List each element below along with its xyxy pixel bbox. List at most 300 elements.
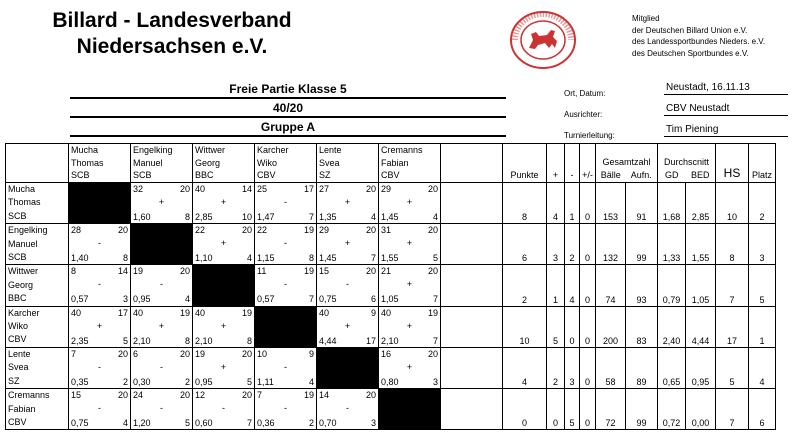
stat-baelle xyxy=(596,265,626,306)
match-result xyxy=(193,389,254,429)
stat-punkte xyxy=(503,183,547,224)
match-balls: 31 xyxy=(381,225,392,236)
leitung-value: Tim Piening xyxy=(666,124,719,135)
match-high-series: 6 xyxy=(370,294,376,305)
stat-aufn xyxy=(626,347,658,388)
match-average: 1,40 xyxy=(71,253,89,264)
match-average: 1,11 xyxy=(257,376,274,387)
match-balls: 29 xyxy=(319,225,330,236)
match-innings: 19 xyxy=(179,307,190,318)
match-balls: 12 xyxy=(195,390,206,401)
player-name-block xyxy=(8,307,68,347)
stat-minus-value: 3 xyxy=(569,377,575,388)
match-average: 0,57 xyxy=(257,294,275,305)
match-innings: 14 xyxy=(241,184,252,194)
stat-hs-value: 17 xyxy=(726,335,737,346)
player-header-block xyxy=(131,144,192,182)
self-match-cell xyxy=(131,224,193,265)
durchschnitt-label: Durchscnitt xyxy=(663,157,709,167)
corner-cell xyxy=(6,144,69,183)
member-line: der Deutschen Billard Union e.V. xyxy=(632,25,748,35)
match-innings: 14 xyxy=(117,266,128,277)
stat-plus xyxy=(547,183,565,224)
stat-baelle-value: 72 xyxy=(605,418,616,429)
stat-gd-value: 0,65 xyxy=(662,377,681,388)
match-innings: 20 xyxy=(117,390,128,401)
match-result-cell xyxy=(255,224,317,265)
match-high-series: 17 xyxy=(365,335,376,346)
stat-platz xyxy=(749,183,776,224)
match-result-cell xyxy=(193,347,255,388)
player-name-block xyxy=(8,183,68,223)
stat-plus-value: 0 xyxy=(552,418,558,429)
match-high-series: 2 xyxy=(122,376,128,387)
match-high-series: 8 xyxy=(184,212,190,222)
bed-label: BED xyxy=(691,170,710,180)
match-balls: 25 xyxy=(257,184,268,194)
player-first: Svea xyxy=(8,362,29,373)
match-outcome: - xyxy=(284,197,287,207)
stat-pm-value: 0 xyxy=(584,294,590,305)
stat-platz xyxy=(749,306,776,347)
match-result-cell xyxy=(317,389,379,430)
match-balls: 28 xyxy=(71,225,82,236)
stat-gd xyxy=(658,347,686,388)
stat-pm-value: 0 xyxy=(584,212,590,223)
player-last: Mucha xyxy=(8,184,36,194)
match-average: 0,35 xyxy=(71,376,89,387)
info-row-leitung xyxy=(564,124,788,145)
spacer-cell xyxy=(441,306,503,347)
stat-pm xyxy=(580,389,596,430)
table-row xyxy=(6,347,776,388)
match-innings: 19 xyxy=(303,390,314,401)
match-high-series: 4 xyxy=(122,418,128,429)
match-outcome: - xyxy=(160,403,163,414)
player-last: Wittwer xyxy=(8,266,38,277)
stat-aufn-value: 93 xyxy=(636,294,647,305)
player-last: Karcher xyxy=(8,307,40,318)
match-result-cell xyxy=(379,347,441,388)
match-result-cell xyxy=(193,389,255,430)
match-balls: 22 xyxy=(257,225,268,236)
match-high-series: 7 xyxy=(308,294,314,305)
match-balls: 19 xyxy=(195,348,206,359)
match-balls: 7 xyxy=(257,390,263,401)
stat-minus xyxy=(565,265,580,306)
match-average: 1,47 xyxy=(257,212,275,222)
player-club: CBV xyxy=(8,416,27,427)
spacer-cell xyxy=(441,389,503,430)
player-club: SZ xyxy=(8,375,20,386)
match-result-cell xyxy=(317,265,379,306)
stat-aufn-value: 99 xyxy=(636,253,647,264)
ausrichter-label: Ausrichter: xyxy=(564,110,603,119)
match-result xyxy=(255,348,316,388)
ort-value-field xyxy=(664,82,788,95)
match-result xyxy=(69,348,130,388)
player-first: Fabian xyxy=(8,403,36,414)
match-result-cell xyxy=(255,265,317,306)
player-header-first: Georg xyxy=(195,157,221,168)
match-result xyxy=(255,389,316,429)
match-high-series: 2 xyxy=(308,418,314,429)
stat-plus xyxy=(547,224,565,265)
stat-gd xyxy=(658,306,686,347)
stat-pm-value: 0 xyxy=(584,377,590,388)
player-first: Georg xyxy=(8,279,34,290)
competition-format: 40/20 xyxy=(70,99,506,118)
stat-pm xyxy=(580,306,596,347)
ausrichter-value-field xyxy=(664,103,788,116)
player-header-club: SZ xyxy=(319,170,331,180)
stat-hs-value: 8 xyxy=(729,253,735,264)
player-header-block xyxy=(255,144,316,182)
match-result xyxy=(379,307,440,347)
match-average: 0,60 xyxy=(195,418,213,429)
stat-plus xyxy=(547,265,565,306)
match-outcome: + xyxy=(220,320,227,331)
match-result-cell xyxy=(255,389,317,430)
match-result xyxy=(131,307,192,347)
table-header-row xyxy=(6,144,776,183)
player-name-block xyxy=(8,348,68,388)
federation-logo-icon xyxy=(509,10,577,70)
member-line: des Deutschen Sportbundes e.V. xyxy=(632,48,749,58)
gd-label: GD xyxy=(665,170,679,180)
match-average: 1,15 xyxy=(257,253,275,264)
stat-pm xyxy=(580,183,596,224)
match-average: 1,60 xyxy=(133,212,151,222)
match-balls: 40 xyxy=(195,184,206,194)
match-innings: 20 xyxy=(427,348,438,359)
match-high-series: 4 xyxy=(184,294,190,305)
player-last: Lente xyxy=(8,348,31,359)
stat-baelle-value: 58 xyxy=(605,377,616,388)
stat-bed xyxy=(686,389,716,430)
match-outcome: + xyxy=(158,320,165,331)
match-innings: 20 xyxy=(179,184,190,194)
column-header-hs xyxy=(716,144,749,183)
match-innings: 20 xyxy=(365,184,376,194)
stat-baelle-value: 200 xyxy=(602,335,619,346)
match-balls: 40 xyxy=(381,307,392,318)
match-innings: 20 xyxy=(179,348,190,359)
event-info xyxy=(564,82,788,145)
stat-platz xyxy=(749,347,776,388)
match-outcome: - xyxy=(98,279,101,290)
match-result xyxy=(131,183,192,223)
match-outcome: + xyxy=(406,279,413,290)
match-balls: 40 xyxy=(133,307,144,318)
table-row xyxy=(6,306,776,347)
column-player-header xyxy=(131,144,193,183)
match-average: 2,35 xyxy=(71,335,89,346)
stat-plus xyxy=(547,306,565,347)
stat-punkte-value: 10 xyxy=(519,335,530,346)
match-average: 0,75 xyxy=(71,418,89,429)
match-innings: 20 xyxy=(427,184,438,194)
column-header-plusminus xyxy=(580,144,596,183)
match-innings: 20 xyxy=(241,225,252,236)
player-header-last: Mucha xyxy=(71,145,99,155)
table-row xyxy=(6,389,776,430)
player-club: BBC xyxy=(8,293,27,304)
match-high-series: 5 xyxy=(122,335,128,346)
match-average: 2,10 xyxy=(195,335,213,346)
member-line: Mitglied xyxy=(632,14,660,23)
player-header-first: Wiko xyxy=(257,157,277,168)
match-result xyxy=(379,224,440,264)
match-outcome: + xyxy=(220,361,227,372)
stat-gd xyxy=(658,265,686,306)
match-high-series: 8 xyxy=(308,253,314,264)
match-outcome: + xyxy=(96,320,103,331)
stat-aufn xyxy=(626,389,658,430)
stat-baelle xyxy=(596,347,626,388)
stat-platz xyxy=(749,265,776,306)
stat-minus xyxy=(565,183,580,224)
stat-pm xyxy=(580,224,596,265)
stat-aufn xyxy=(626,306,658,347)
match-result xyxy=(317,389,378,429)
stat-aufn-value: 89 xyxy=(636,377,647,388)
match-outcome: - xyxy=(98,238,101,249)
player-header-first: Fabian xyxy=(381,157,409,168)
stat-hs-value: 7 xyxy=(729,294,735,305)
match-high-series: 4 xyxy=(432,212,438,222)
match-high-series: 4 xyxy=(370,212,376,222)
stat-plus xyxy=(547,389,565,430)
match-average: 0,57 xyxy=(71,294,89,305)
player-club: CBV xyxy=(8,334,27,345)
stat-punkte-value: 8 xyxy=(521,212,527,223)
match-result-cell xyxy=(255,183,317,224)
match-result xyxy=(379,183,440,223)
match-average: 1,05 xyxy=(381,294,399,305)
column-header-label: + xyxy=(552,170,559,180)
player-header-last: Karcher xyxy=(257,145,289,155)
match-result xyxy=(317,224,378,264)
match-innings: 20 xyxy=(117,225,128,236)
match-outcome: - xyxy=(284,361,287,372)
stat-platz-value: 6 xyxy=(759,418,765,429)
stat-hs xyxy=(716,224,749,265)
stat-minus xyxy=(565,306,580,347)
stat-punkte-value: 6 xyxy=(521,253,527,264)
match-average: 0,36 xyxy=(257,418,275,429)
match-result xyxy=(193,224,254,264)
stat-minus-value: 2 xyxy=(569,253,575,264)
match-high-series: 7 xyxy=(246,418,252,429)
match-result-cell xyxy=(131,347,193,388)
match-high-series: 8 xyxy=(246,335,252,346)
table-row xyxy=(6,183,776,224)
match-innings: 17 xyxy=(117,307,128,318)
stat-punkte xyxy=(503,389,547,430)
self-match-cell xyxy=(255,306,317,347)
match-innings: 9 xyxy=(370,307,376,318)
column-header-label: - xyxy=(570,170,574,180)
stat-bed-value: 0,00 xyxy=(691,418,710,429)
match-balls: 19 xyxy=(133,266,144,277)
match-outcome: + xyxy=(406,238,413,249)
match-average: 0,95 xyxy=(133,294,151,305)
player-header-first: Manuel xyxy=(133,157,163,168)
stat-hs xyxy=(716,183,749,224)
match-outcome: + xyxy=(158,197,165,207)
match-outcome: + xyxy=(406,197,413,207)
stat-aufn-value: 99 xyxy=(636,418,647,429)
match-balls: 10 xyxy=(257,348,268,359)
stat-hs xyxy=(716,389,749,430)
row-player-name xyxy=(6,306,69,347)
match-outcome: - xyxy=(284,403,287,414)
stat-platz-value: 1 xyxy=(759,335,765,346)
player-header-club: CBV xyxy=(381,170,400,180)
match-innings: 20 xyxy=(117,348,128,359)
player-header-block xyxy=(379,144,440,182)
match-innings: 19 xyxy=(427,307,438,318)
match-balls: 21 xyxy=(381,266,392,277)
match-outcome: - xyxy=(98,361,101,372)
membership-note xyxy=(632,13,765,59)
aufn-label: Aufn. xyxy=(630,170,652,180)
stat-baelle xyxy=(596,306,626,347)
match-result-cell xyxy=(131,183,193,224)
self-match-cell xyxy=(193,265,255,306)
column-header-label: +/- xyxy=(582,170,593,180)
member-line: des Landessportbundes Nieders. e.V. xyxy=(632,37,766,46)
match-high-series: 7 xyxy=(432,335,438,346)
player-club: SCB xyxy=(8,210,27,221)
stat-plus-value: 1 xyxy=(552,294,558,305)
match-high-series: 5 xyxy=(432,253,438,264)
match-average: 1,20 xyxy=(133,418,151,429)
durchschnitt-subheaders xyxy=(658,170,715,180)
stat-pm xyxy=(580,347,596,388)
player-first: Thomas xyxy=(8,197,41,208)
match-balls: 29 xyxy=(381,184,392,194)
match-outcome: + xyxy=(344,238,351,249)
match-result-cell xyxy=(69,347,131,388)
player-header-block xyxy=(193,144,254,182)
stat-bed-value: 2,85 xyxy=(691,212,710,223)
match-result xyxy=(317,183,378,223)
stat-minus-value: 5 xyxy=(569,418,575,429)
match-result-cell xyxy=(131,265,193,306)
stat-pm-value: 0 xyxy=(584,253,590,264)
match-result-cell xyxy=(379,224,441,265)
match-innings: 17 xyxy=(303,184,314,194)
match-outcome: + xyxy=(220,238,227,249)
column-header-platz xyxy=(749,144,776,183)
match-outcome: - xyxy=(160,279,163,290)
match-balls: 40 xyxy=(319,307,330,318)
match-high-series: 8 xyxy=(184,335,190,346)
player-header-block xyxy=(317,144,378,182)
row-player-name xyxy=(6,347,69,388)
match-result-cell xyxy=(317,183,379,224)
match-balls: 15 xyxy=(71,390,82,401)
stat-punkte xyxy=(503,265,547,306)
match-average: 0,95 xyxy=(195,376,213,387)
player-club: SCB xyxy=(8,252,27,263)
stat-punkte-value: 4 xyxy=(521,377,527,388)
match-result-cell xyxy=(69,389,131,430)
match-innings: 20 xyxy=(365,266,376,277)
stat-aufn xyxy=(626,265,658,306)
stat-punkte xyxy=(503,306,547,347)
self-match-cell xyxy=(69,183,131,224)
spacer-cell xyxy=(441,265,503,306)
spacer-column-header xyxy=(441,144,503,183)
match-result-cell xyxy=(131,306,193,347)
match-result-cell xyxy=(379,306,441,347)
stat-hs xyxy=(716,265,749,306)
player-header-last: Engelking xyxy=(133,145,173,155)
stat-punkte-value: 0 xyxy=(521,418,527,429)
info-row-ort xyxy=(564,82,788,103)
match-high-series: 4 xyxy=(246,253,252,264)
match-outcome: - xyxy=(346,279,349,290)
match-innings: 9 xyxy=(308,348,314,359)
stat-plus-value: 5 xyxy=(552,335,558,346)
column-group-durchschnitt xyxy=(658,144,716,183)
match-average: 2,85 xyxy=(195,212,213,222)
match-outcome: - xyxy=(160,361,163,372)
match-average: 1,10 xyxy=(195,253,213,264)
match-balls: 16 xyxy=(381,348,392,359)
stat-platz-value: 3 xyxy=(759,253,765,264)
match-high-series: 5 xyxy=(184,418,190,429)
stat-platz xyxy=(749,389,776,430)
stat-gd xyxy=(658,183,686,224)
stat-plus-value: 4 xyxy=(552,212,558,223)
stat-aufn-value: 83 xyxy=(636,335,647,346)
match-average: 1,35 xyxy=(319,212,337,222)
match-result xyxy=(69,265,130,305)
match-average: 0,30 xyxy=(133,376,151,387)
match-high-series: 2 xyxy=(184,376,190,387)
stat-aufn xyxy=(626,183,658,224)
stat-punkte xyxy=(503,347,547,388)
player-name-block xyxy=(8,265,68,305)
player-header-first: Thomas xyxy=(71,157,104,168)
match-result xyxy=(317,265,378,305)
match-innings: 19 xyxy=(241,307,252,318)
match-average: 1,45 xyxy=(381,212,399,222)
ort-value: Neustadt, 16.11.13 xyxy=(666,82,750,93)
match-balls: 8 xyxy=(71,266,77,277)
match-result-cell xyxy=(69,224,131,265)
stat-gd-value: 1,33 xyxy=(662,253,681,264)
match-result-cell xyxy=(131,389,193,430)
stat-minus-value: 0 xyxy=(569,335,575,346)
row-player-name xyxy=(6,389,69,430)
competition-header xyxy=(70,80,506,137)
match-innings: 19 xyxy=(303,225,314,236)
stat-minus xyxy=(565,347,580,388)
stat-pm xyxy=(580,265,596,306)
match-result xyxy=(379,348,440,388)
match-result xyxy=(69,224,130,264)
column-header-minus xyxy=(565,144,580,183)
match-result-cell xyxy=(255,347,317,388)
player-header-club: CBV xyxy=(257,170,276,180)
match-innings: 20 xyxy=(179,266,190,277)
leitung-label: Turnierleitung: xyxy=(564,131,615,140)
